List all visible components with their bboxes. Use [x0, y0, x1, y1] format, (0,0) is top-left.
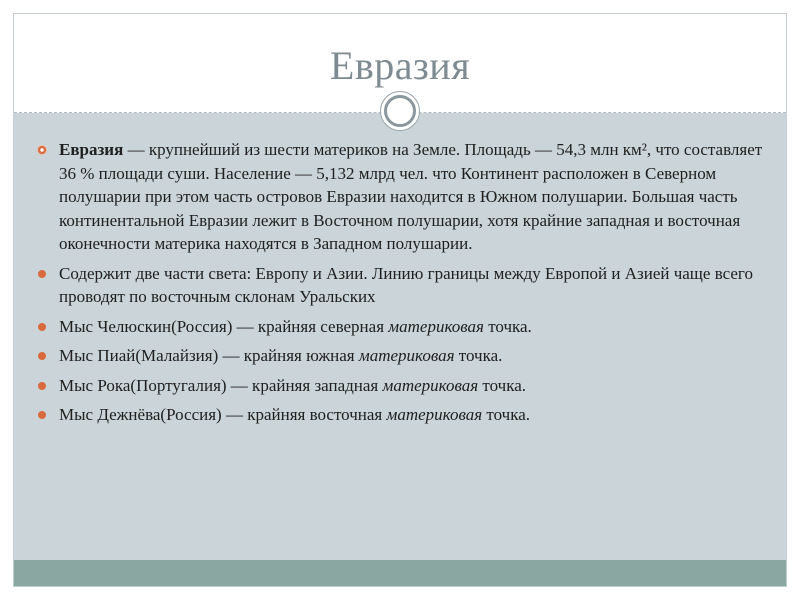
- bullet-text-italic: материковая: [382, 375, 479, 395]
- bullet-item: [38, 138, 768, 256]
- footer-band: [14, 560, 786, 586]
- circle-ornament-inner: [384, 95, 416, 127]
- bullet-item: [38, 344, 768, 368]
- bullet-text: — крупнейший из шести материков на Земле. Площадь — 54,3 млн км², что составляет 36 % площади суши. Население — 5,132 млрд чел. что Континент расположен в Северном полушарии при этом часть островов Евразии находится в Южном полушарии. Большая часть континентальной Евразии лежит в Восточном полушарии, хотя крайние западная и восточная оконечности материка находятся в Западном полушарии.: [59, 140, 763, 253]
- bullet-list: [38, 138, 768, 433]
- bullet-bold-term: Евразия: [59, 140, 124, 159]
- bullet-icon: [38, 382, 46, 390]
- bullet-text-after: точка.: [454, 346, 503, 365]
- bullet-icon: [38, 270, 46, 278]
- bullet-icon: [38, 411, 46, 419]
- bullet-text-before: Мыс Пиай(Малайзия) — крайняя южная: [59, 346, 359, 365]
- bullet-text: Содержит две части света: Европу и Азии. Линию границы между Европой и Азией чаще всего проводят по восточным склонам Уральских: [59, 263, 753, 306]
- bullet-item: [38, 262, 768, 309]
- bullet-text-before: Мыс Рока(Португалия) — крайняя западная: [59, 375, 383, 395]
- slide-title: Евразия: [329, 43, 471, 88]
- bullet-text-italic: материковая: [386, 405, 483, 424]
- circle-ornament-icon: [380, 91, 420, 131]
- bullet-text-italic: материковая: [358, 346, 455, 365]
- bullet-icon: [38, 352, 46, 360]
- bullet-icon: [38, 323, 46, 331]
- bullet-text-before: Мыс Челюскин(Россия) — крайняя северная: [59, 316, 389, 336]
- slide: [13, 13, 787, 587]
- bullet-item: [38, 403, 768, 427]
- bullet-text-before: Мыс Дежнёва(Россия) — крайняя восточная: [59, 405, 387, 424]
- bullet-text-after: точка.: [483, 316, 532, 336]
- bullet-icon: [38, 146, 46, 154]
- bullet-text-after: точка.: [478, 375, 527, 395]
- bullet-item: [38, 374, 768, 398]
- bullet-item: [38, 315, 768, 339]
- bullet-text-after: точка.: [482, 405, 531, 424]
- bullet-text-italic: материковая: [388, 316, 484, 336]
